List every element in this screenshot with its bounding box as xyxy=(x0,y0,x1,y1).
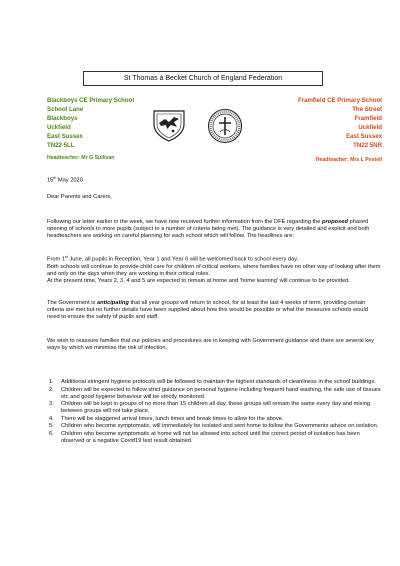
headline-home-learning: At the present time, Years 2, 3, 4 and 5 are expected to remain at home and 'home learning' will continue to be provided. xyxy=(47,278,350,284)
right-school-postcode: TN22 5NR xyxy=(353,141,382,149)
left-school-village: Blackboys xyxy=(47,114,78,122)
list-number: 5. xyxy=(49,423,54,430)
right-school-address xyxy=(298,97,382,150)
list-item xyxy=(47,431,381,445)
left-school-address xyxy=(47,97,134,150)
paragraph-intro: Following our letter earlier in the week, we have now received further information from the DFE regarding the proposed phased opening of schools to more pupils (subject to a number of criteria being met). The guidance is very detailed and explicit and both headteachers are working on careful planning for each school which will follow. The headlines are: xyxy=(47,219,370,240)
letter-greeting: Dear Parents and Carers, xyxy=(47,194,112,200)
right-school-county: East Sussex xyxy=(346,132,382,140)
paragraph-anticipating: The Government is anticipating that all year groups will return to school, for at least the last 4 weeks of term, providing certain criteria are met but no further details have been supplied about how this would be possible or what the measures schools would need to ensure the safety of pupils and staff. xyxy=(47,300,368,321)
list-item xyxy=(47,423,381,430)
right-school-village: Framfield xyxy=(354,114,382,122)
right-school-street: The Street xyxy=(352,105,382,113)
list-item xyxy=(47,387,381,401)
list-item xyxy=(47,401,381,415)
list-number: 4. xyxy=(49,415,54,422)
right-school-town: Uckfield xyxy=(358,123,382,131)
federation-title: St Thomas á Becket Church of England Federation xyxy=(83,71,323,86)
headline-return-date: From 1st June, all pupils in Reception, Year 1 and Year 6 will be welcomed back to school every day. xyxy=(47,255,299,263)
list-text: Children will be expected to follow strict guidance on personal hygiene including frequent hand washing, the safe use of tissues etc and good hygiene behaviour will be strictly monitored. xyxy=(61,386,381,400)
right-headteacher: Headteacher: Mrs L Pestell xyxy=(315,157,382,163)
list-item xyxy=(47,379,381,386)
left-school-postcode: TN22 5LL xyxy=(47,141,75,149)
paragraph-reassure: We wish to reassure families that our policies and procedures are in keeping with Government guidance and there are several key ways by which we minimise the risk of infection. xyxy=(47,338,375,352)
left-school-county: East Sussex xyxy=(47,132,83,140)
left-school-town: Uckfield xyxy=(47,123,71,131)
left-school-name: Blackboys CE Primary School xyxy=(47,97,135,104)
list-text: There will be staggered arrival times, lunch times and break times to allow for the above. xyxy=(61,415,284,422)
measures-list xyxy=(47,379,381,446)
list-item xyxy=(47,416,381,423)
list-number: 1. xyxy=(49,379,54,385)
letter-date: 15th May 2020 xyxy=(47,176,83,184)
dove-crest-icon xyxy=(150,108,188,147)
list-number: 6. xyxy=(49,430,54,437)
right-school-name: Framfield CE Primary School xyxy=(298,97,382,104)
paragraph-headlines xyxy=(47,254,381,285)
left-school-street: School Lane xyxy=(47,105,84,113)
list-text: Children who become symptomatic at home will not be allowed into school until the correct period of isolation has been observed or a negative Covid19 test result obtained. xyxy=(61,430,360,445)
list-number: 3. xyxy=(49,401,54,408)
left-headteacher: Headteacher: Mr G Sullivan xyxy=(47,155,115,161)
list-text: Children who become symptomatic, will immediately be isolated and sent home to follow the Governments advice on isolation. xyxy=(61,423,379,430)
headline-childcare: Both schools will continue to provide child care for children of critical workers, where families have no other way of looking after them and only on the days when they are working in their critical roles. xyxy=(47,263,381,277)
list-text: Children will be kept in groups of no more than 15 children all day, these groups will remain the same every day and mixing between groups will not take place. xyxy=(61,401,371,415)
list-text: Additional stringent hygiene protocols will be followed to maintain the highest standards of cleanliness in the school buildings. xyxy=(61,379,376,385)
list-number: 2. xyxy=(49,386,54,393)
cross-crest-icon xyxy=(206,108,244,149)
